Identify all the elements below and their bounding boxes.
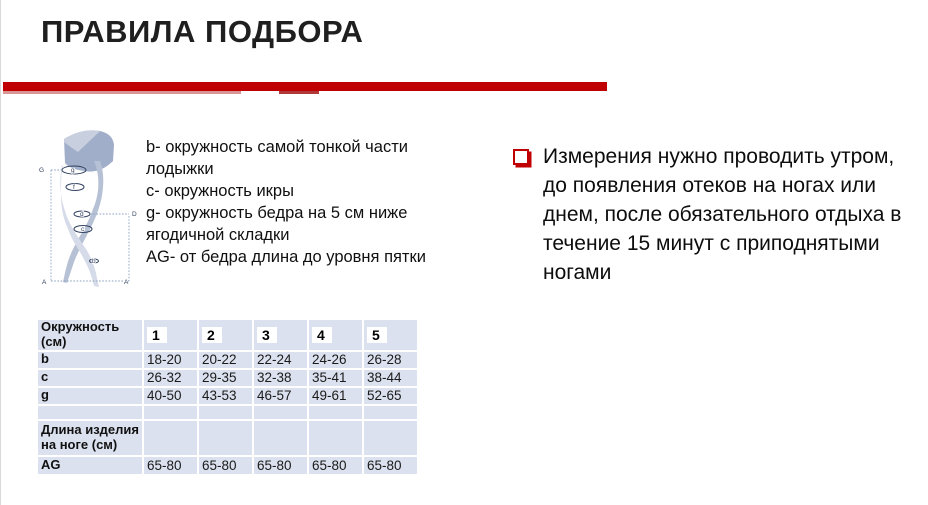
cell-value: 65-80 xyxy=(198,456,253,475)
leg-measurement-diagram xyxy=(36,125,156,305)
note-text: Измерения нужно проводить утром, до появления отеков на ногах или днем, после обязательного отдыха в течение 15 минут с приподнятыми ногами xyxy=(543,145,902,284)
cell-value: 24-26 xyxy=(308,351,363,369)
table-row-g xyxy=(37,387,418,405)
cell-value: 18-20 xyxy=(143,351,198,369)
label-A-right: A xyxy=(124,279,129,286)
label-c: c xyxy=(81,226,85,233)
cell-value: 26-28 xyxy=(363,351,418,369)
cell-value xyxy=(198,405,253,420)
cell-value xyxy=(253,405,308,420)
page-title: ПРАВИЛА ПОДБОРА xyxy=(41,14,364,49)
label-D: D xyxy=(132,211,137,218)
cell-value: 52-65 xyxy=(363,387,418,405)
ring-f xyxy=(66,184,84,191)
cell-value: 35-41 xyxy=(308,369,363,387)
cell-value: 29-35 xyxy=(198,369,253,387)
size-col-1 xyxy=(143,319,198,351)
size-number: 1 xyxy=(147,327,167,343)
cell-value xyxy=(363,420,418,456)
measurement-line-b: b- окружность самой тонкой части лодыжки xyxy=(146,138,408,178)
measurement-line-ag: AG- от бедра длина до уровня пятки xyxy=(146,248,426,266)
row-label: AG xyxy=(37,456,143,475)
cell-value xyxy=(308,420,363,456)
cell-value xyxy=(143,420,198,456)
measurement-line-g: g- окружность бедра на 5 см ниже ягодичной складки xyxy=(146,204,408,244)
cell-value: 20-22 xyxy=(198,351,253,369)
size-number: 4 xyxy=(312,327,332,343)
label-d: d xyxy=(80,211,84,218)
cell-value xyxy=(198,420,253,456)
cell-value: 43-53 xyxy=(198,387,253,405)
table-row-b xyxy=(37,351,418,369)
label-g: g xyxy=(71,167,75,174)
row-label: b xyxy=(37,351,143,369)
cell-value: 40-50 xyxy=(143,387,198,405)
table-header-label: Окружность (см) xyxy=(37,319,143,351)
cell-value xyxy=(143,405,198,420)
table-row-length-label xyxy=(37,420,418,456)
size-table xyxy=(36,318,419,476)
cell-value: 32-38 xyxy=(253,369,308,387)
checkbox-bullet-icon xyxy=(513,149,529,165)
size-number: 3 xyxy=(257,327,277,343)
cell-value: 38-44 xyxy=(363,369,418,387)
row-label: g xyxy=(37,387,143,405)
cell-value: 65-80 xyxy=(363,456,418,475)
red-divider-accent-dark xyxy=(279,91,319,94)
label-G: G xyxy=(39,167,45,174)
cell-value xyxy=(253,420,308,456)
row-label: c xyxy=(37,369,143,387)
table-header-row xyxy=(37,319,418,351)
measurement-note xyxy=(512,142,904,287)
size-col-4 xyxy=(308,319,363,351)
cell-value: 65-80 xyxy=(308,456,363,475)
label-b: b xyxy=(92,258,96,265)
measurement-line-c: c- окружность икры xyxy=(146,182,294,200)
cell-value: 65-80 xyxy=(253,456,308,475)
red-divider-accent-light xyxy=(3,91,241,94)
row-label: Длина изделия на ноге (см) xyxy=(37,420,143,456)
legs-illustration xyxy=(36,125,156,305)
cell-value: 65-80 xyxy=(143,456,198,475)
label-A-left: A xyxy=(42,279,47,286)
size-col-2 xyxy=(198,319,253,351)
size-col-3 xyxy=(253,319,308,351)
row-label xyxy=(37,405,143,420)
cell-value: 46-57 xyxy=(253,387,308,405)
table-row-empty xyxy=(37,405,418,420)
measurement-descriptions xyxy=(146,136,446,268)
cell-value: 22-24 xyxy=(253,351,308,369)
table-row-c xyxy=(37,369,418,387)
cell-value: 26-32 xyxy=(143,369,198,387)
table-row-ag xyxy=(37,456,418,475)
size-col-5 xyxy=(363,319,418,351)
size-number: 2 xyxy=(202,327,222,343)
cell-value xyxy=(308,405,363,420)
cell-value: 49-61 xyxy=(308,387,363,405)
red-divider-bar xyxy=(3,82,607,91)
label-f: f xyxy=(73,184,75,191)
cell-value xyxy=(363,405,418,420)
size-number: 5 xyxy=(367,327,387,343)
